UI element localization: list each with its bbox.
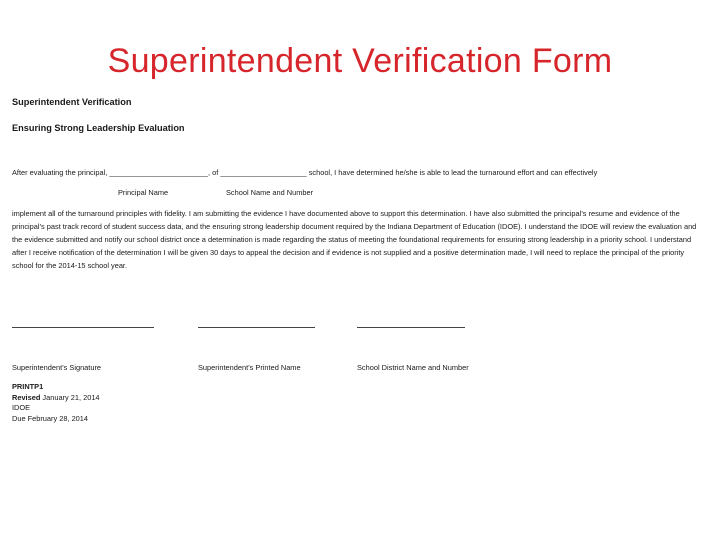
organization: IDOE xyxy=(12,403,31,412)
district-line xyxy=(357,327,465,328)
paragraph-line: school for the 2014-15 school year. xyxy=(12,261,128,270)
paragraph-line: principal’s past track record of student success data, and the ensuring strong leadership document required by the Indiana Department of Education (IDOE). I understand the IDOE will review the evaluation and xyxy=(12,222,697,231)
district-label: School District Name and Number xyxy=(357,363,469,372)
printed-name-line xyxy=(198,327,315,328)
revised-date xyxy=(12,393,100,404)
paragraph-line: implement all of the turnaround principles with fidelity. I am submitting the evidence I have documented above to support this determination. I have also submitted the principal’s resume and evidence of the xyxy=(12,209,680,218)
paragraph-line: the evidence submitted and notify our school district once a determination is made regarding the status of meeting the foundational requirements for ensuring strong leadership in a priority school. I understand xyxy=(12,235,692,244)
document-footer xyxy=(12,382,100,424)
signature-label: Superintendent’s Signature xyxy=(12,363,102,372)
revised-date-value: January 21, 2014 xyxy=(42,392,100,402)
caption-principal-name: Principal Name xyxy=(118,188,169,197)
paragraph-line: after I receive notification of the determination I will be given 30 days to appeal the decision and if evidence is not supplied and a positive determination made, I will need to replace the principal of the priority xyxy=(12,248,685,257)
statement-paragraph xyxy=(12,207,712,272)
printed-name-label: Superintendent’s Printed Name xyxy=(198,363,301,372)
statement-line: After evaluating the principal, ________________________, of _____________________ school, I have determined he/she is able to lead the turnaround effort and can effectively xyxy=(12,168,598,177)
due-date: Due February 28, 2014 xyxy=(12,413,89,423)
caption-school-name: School Name and Number xyxy=(226,188,314,197)
document-heading: Superintendent Verification xyxy=(12,97,132,107)
document-subheading: Ensuring Strong Leadership Evaluation xyxy=(12,123,185,133)
revised-prefix: Revised xyxy=(12,392,41,402)
form-code: PRINTP1 xyxy=(12,382,44,391)
signature-line xyxy=(12,327,154,328)
slide-title: Superintendent Verification Form xyxy=(107,42,613,80)
